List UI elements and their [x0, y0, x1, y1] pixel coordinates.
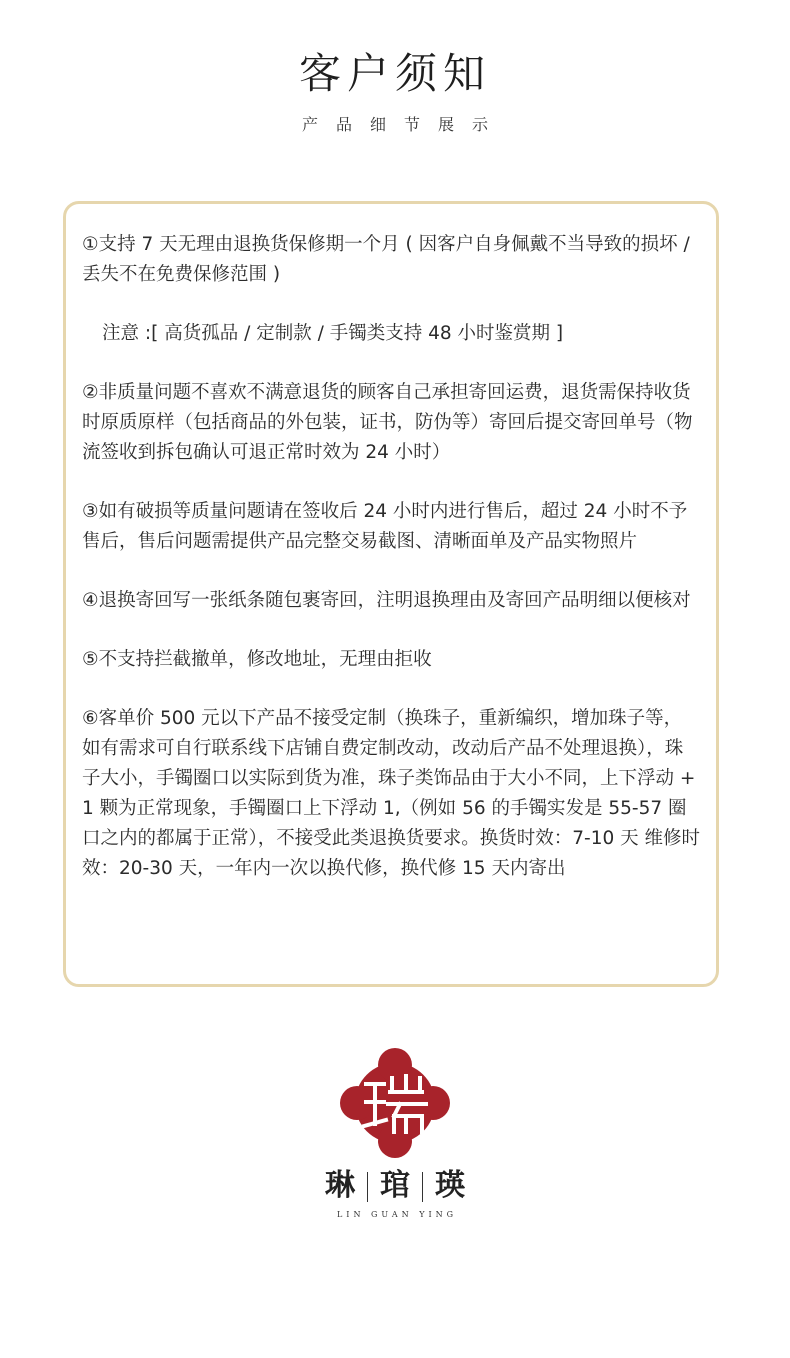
brand-name-part-3: 瑛 — [435, 1168, 465, 1203]
brand-name-divider — [367, 1172, 368, 1202]
brand-name — [0, 1166, 790, 1206]
notice-item-2: ②非质量问题不喜欢不满意退货的顾客自己承担寄回运费，退货需保持收货时原质原样（包括商品的外包装，证书，防伪等）寄回后提交寄回单号（物流签收到拆包确认可退正常时效为 24 小时） — [82, 382, 693, 463]
notice-item-6: ⑥客单价 500 元以下产品不接受定制（换珠子，重新编织，增加珠子等，如有需求可自行联系线下店铺自费定制改动，改动后产品不处理退换），珠子大小，手镯圈口以实际到货为准，珠子类饰品由于大小不同，上下浮动 +1 颗为正常现象，手镯圈口上下浮动 1,（例如 56 的手镯实发是 55-57 圈口之内的都属于正常），不接受此类退换货要求。换货时效：7-10 天 维修时效：20-30 天，一年内一次以换代修，换代修 15 天内寄出 — [82, 708, 701, 879]
brand-name-part-1: 琳 — [325, 1168, 355, 1203]
notice-box — [63, 201, 719, 987]
notice-item-5: ⑤不支持拦截撤单，修改地址，无理由拒收 — [82, 649, 432, 670]
notice-item-1: ①支持 7 天无理由退换货保修期一个月 ( 因客户自身佩戴不当导致的损坏 / 丢失不在免费保修范围 ) — [82, 234, 690, 285]
notice-note: 注意 :[ 高货孤品 / 定制款 / 手镯类支持 48 小时鉴赏期 ] — [102, 323, 564, 344]
page-title: 客户须知 — [298, 49, 491, 98]
page-subtitle: 产品细节展示 — [301, 115, 506, 134]
notice-item-4: ④退换寄回写一张纸条随包裹寄回，注明退换理由及寄回产品明细以便核对 — [82, 590, 691, 611]
brand-logo-icon — [340, 1048, 450, 1158]
brand-name-part-2: 琯 — [380, 1168, 410, 1203]
brand-english-name: LIN GUAN YING — [336, 1210, 458, 1219]
notice-item-3: ③如有破损等质量问题请在签收后 24 小时内进行售后，超过 24 小时不予售后，售后问题需提供产品完整交易截图、清晰面单及产品实物照片 — [82, 501, 688, 552]
brand-name-divider — [422, 1172, 423, 1202]
